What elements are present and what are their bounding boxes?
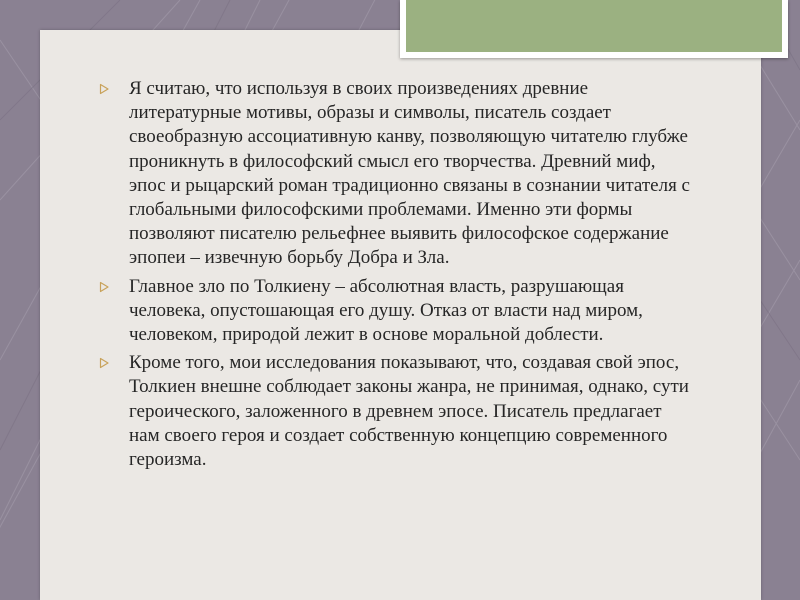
title-accent-box (400, 0, 788, 58)
bullet-text: Я считаю, что используя в своих произведениях древние литературные мотивы, образы и символы, писатель создает своеобразную ассоциативную канву, позволяющую читателю глубже проникнуть в философский смысл его творчества. Древний миф, эпос и рыцарский роман традиционно связаны в сознании читателя с глобальными философскими проблемами. Именно эти формы позволяют писателю рельефнее выявить философское содержание эпопеи – извечную борьбу Добра и Зла. (129, 78, 690, 269)
bullet-arrow-icon (99, 357, 110, 369)
bullet-text: Кроме того, мои исследования показывают, что, создавая свой эпос, Толкиен внешне соблюдает законы жанра, не принимая, однако, сути героического, заложенного в древнем эпосе. Писатель предлагает нам своего героя и создает собственную концепцию современного героизма. (129, 352, 689, 471)
bullet-text: Главное зло по Толкиену – абсолютная власть, разрушающая человека, опустошающая его душу. Отказ от власти над миром, человеком, природой лежит в основе моральной доблести. (129, 275, 643, 346)
bullet-item (95, 351, 695, 472)
bullet-arrow-icon (99, 83, 110, 95)
bullet-item (95, 77, 695, 271)
bullet-arrow-icon (99, 281, 110, 293)
bullet-item (95, 275, 695, 348)
bullet-list (95, 77, 695, 476)
title-accent-fill (406, 0, 782, 52)
